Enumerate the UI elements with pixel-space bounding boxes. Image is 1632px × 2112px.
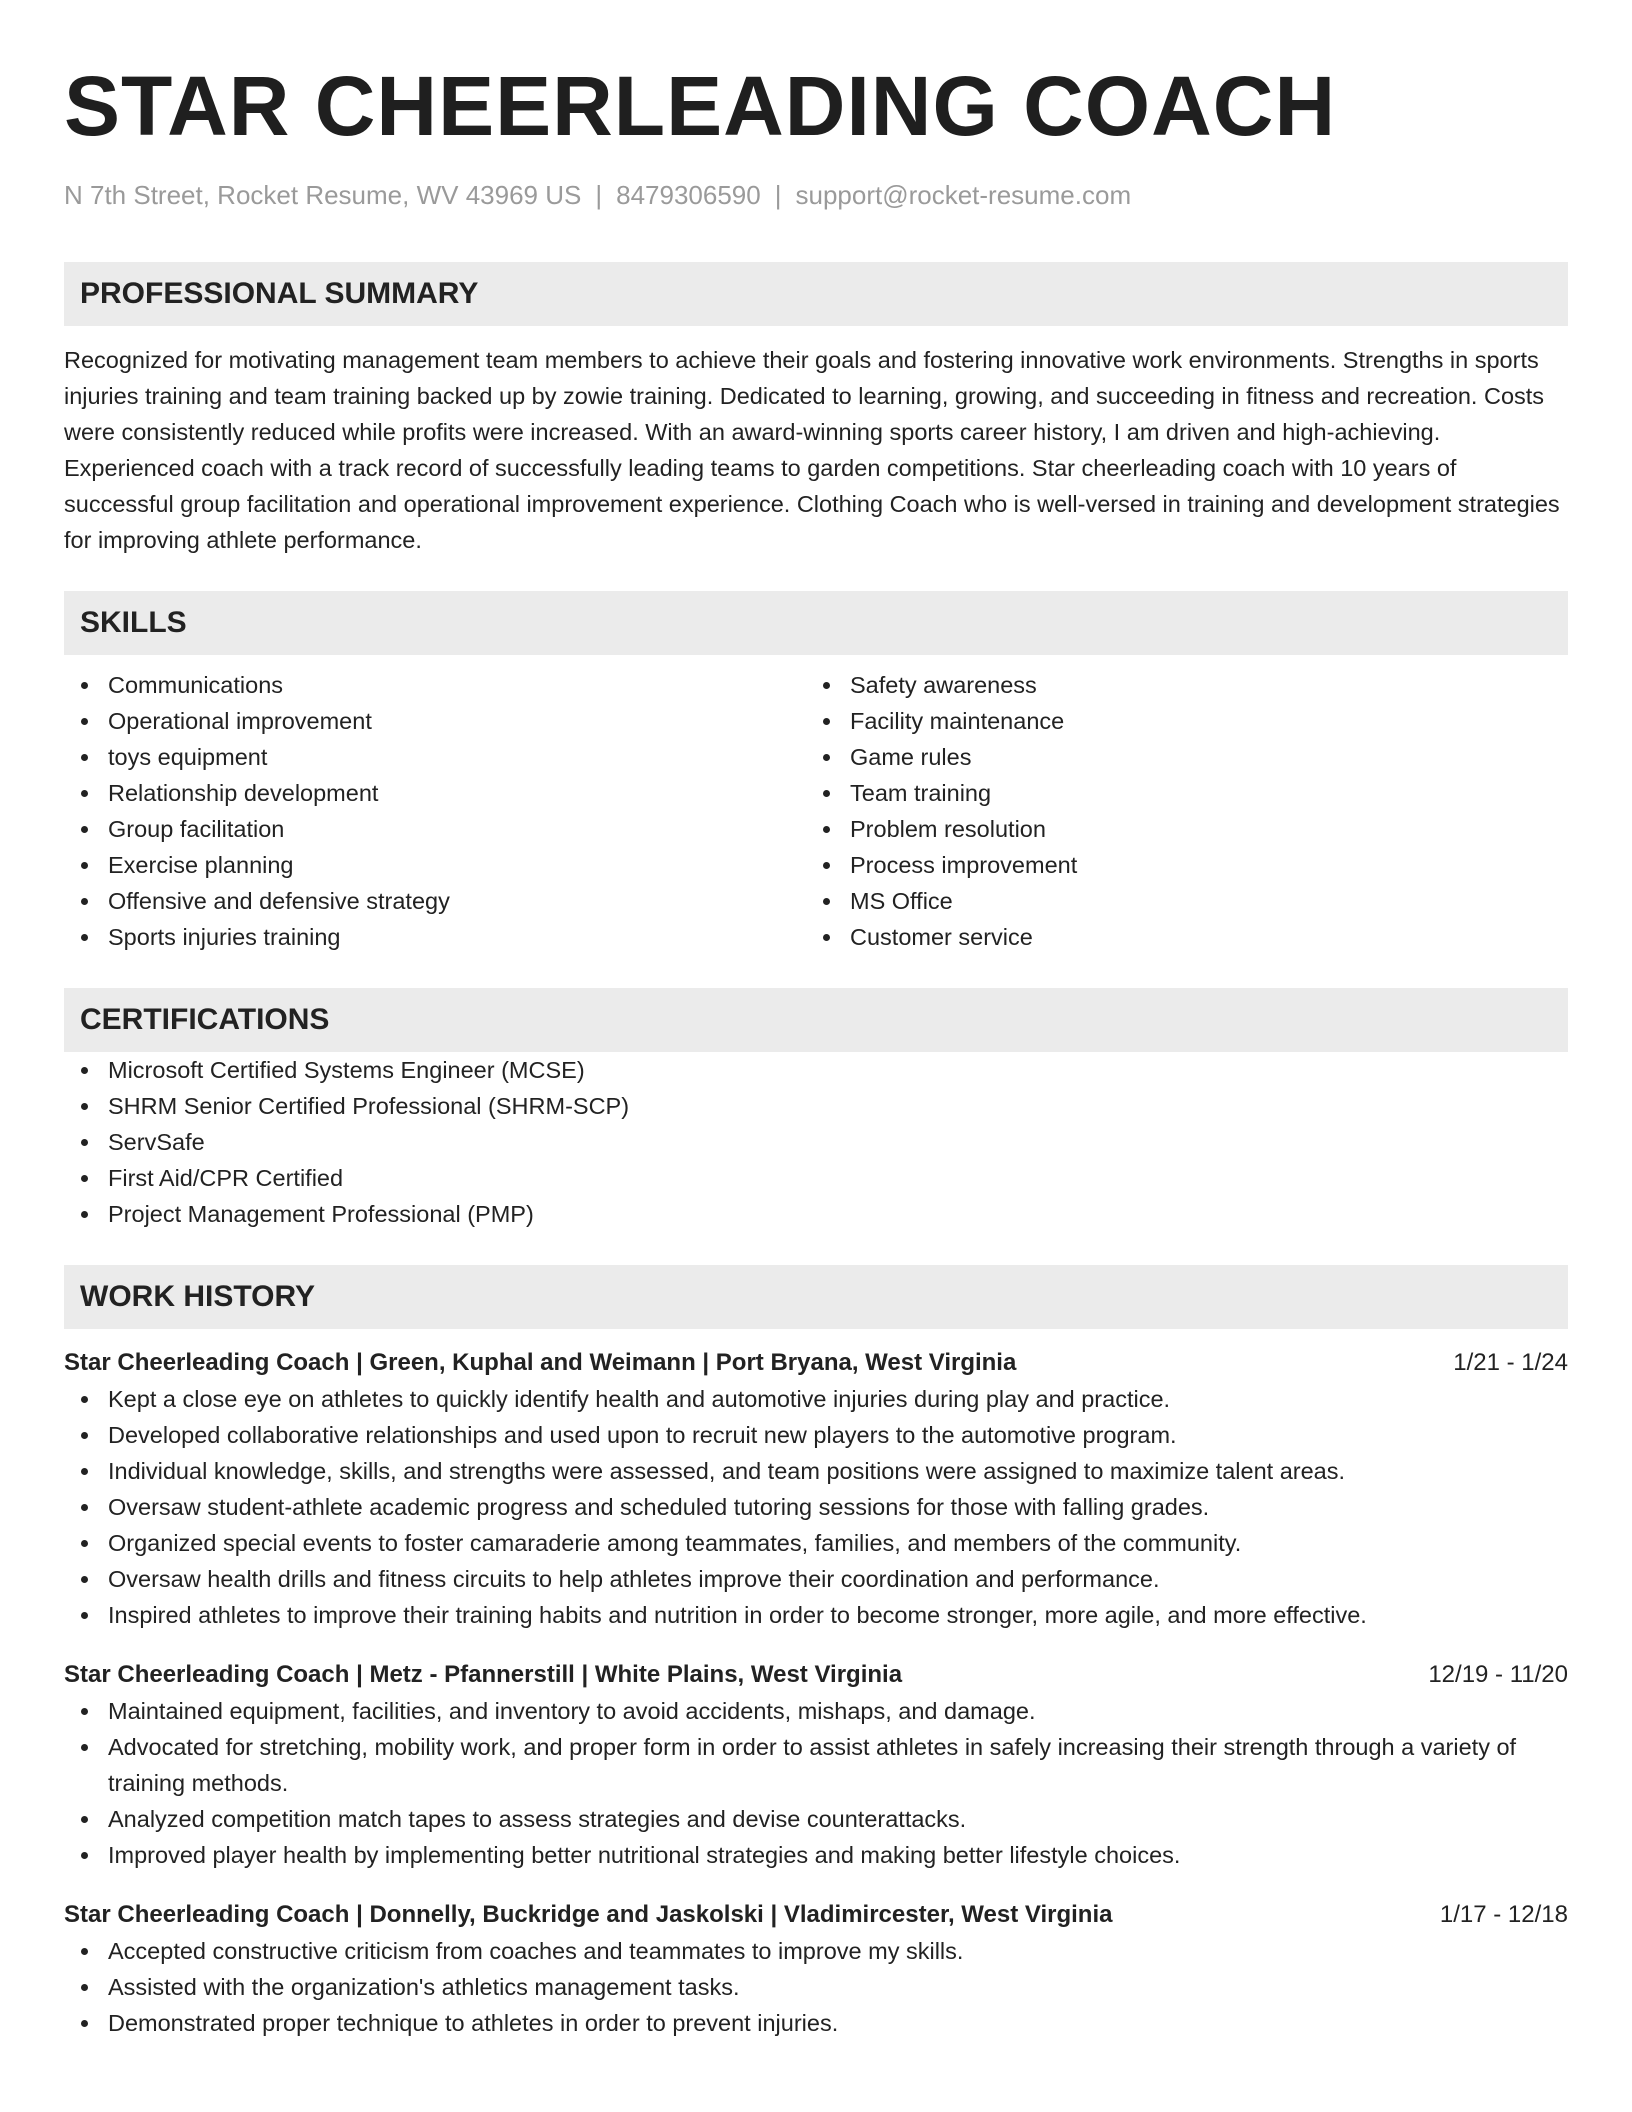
section-heading-skills: SKILLS [64,591,1568,655]
skill-item: Game rules [806,739,1548,775]
job-title: Star Cheerleading Coach | Metz - Pfannerstill | White Plains, West Virginia [64,1661,903,1688]
skill-item: Sports injuries training [64,919,806,955]
skill-item: Process improvement [806,847,1548,883]
job-bullet: Inspired athletes to improve their training habits and nutrition in order to become stronger, more agile, and more effective. [64,1597,1568,1633]
job-bullet: Developed collaborative relationships and used upon to recruit new players to the automotive program. [64,1417,1568,1453]
summary-text: Recognized for motivating management team members to achieve their goals and fostering innovative work environments. Strengths in sports injuries training and team training backed up by zowie training. Dedicated to learning, growing, and succeeding in fitness and recreation. Costs were consistently reduced while profits were increased. With an award-winning sports career history, I am driven and high-achieving. Experienced coach with a track record of successfully leading teams to garden competitions. Star cheerleading coach with 10 years of successful group facilitation and operational improvement experience. Clothing Coach who is well-versed in training and development strategies for improving athlete performance. [64,347,1560,553]
resume-name: STAR CHEERLEADING COACH [64,59,1337,153]
skills-list-left [64,667,806,955]
contact-phone: 8479306590 [616,180,761,210]
section-heading-work-history: WORK HISTORY [64,1265,1568,1329]
section-heading-certifications: CERTIFICATIONS [64,988,1568,1052]
skill-item: Communications [64,667,806,703]
job-dates: 12/19 - 11/20 [1428,1661,1568,1688]
job-entry [64,1657,1568,1873]
skill-item: Operational improvement [64,703,806,739]
skill-item: Relationship development [64,775,806,811]
job-bullet: Assisted with the organization's athletics management tasks. [64,1969,1568,2005]
contact-address: N 7th Street, Rocket Resume, WV 43969 US [64,180,582,210]
skill-item: MS Office [806,883,1548,919]
job-bullet: Individual knowledge, skills, and strengths were assessed, and team positions were assigned to maximize talent areas. [64,1453,1568,1489]
job-bullet: Kept a close eye on athletes to quickly identify health and automotive injuries during play and practice. [64,1381,1568,1417]
job-entry [64,1345,1568,1633]
certification-item: Microsoft Certified Systems Engineer (MCSE) [64,1052,1568,1088]
skill-item: Group facilitation [64,811,806,847]
skills-columns [64,667,1568,955]
job-header [64,1657,1568,1693]
job-dates: 1/21 - 1/24 [1453,1349,1568,1376]
job-bullets [64,1693,1568,1873]
job-entry [64,1897,1568,2041]
certification-item: First Aid/CPR Certified [64,1160,1568,1196]
certification-item: SHRM Senior Certified Professional (SHRM-SCP) [64,1088,1568,1124]
job-title: Star Cheerleading Coach | Donnelly, Buckridge and Jaskolski | Vladimircester, West Virginia [64,1901,1113,1928]
contact-separator: | [595,180,603,210]
skills-list-right [806,667,1548,955]
job-bullets [64,1933,1568,2041]
job-bullet: Maintained equipment, facilities, and inventory to avoid accidents, mishaps, and damage. [64,1693,1568,1729]
job-dates: 1/17 - 12/18 [1439,1901,1568,1928]
certification-item: Project Management Professional (PMP) [64,1196,1568,1232]
skill-item: Offensive and defensive strategy [64,883,806,919]
job-header [64,1345,1568,1381]
skill-item: Facility maintenance [806,703,1548,739]
certifications-list [64,1052,1568,1232]
job-bullet: Organized special events to foster camaraderie among teammates, families, and members of the community. [64,1525,1568,1561]
skill-item: Team training [806,775,1548,811]
section-heading-summary: PROFESSIONAL SUMMARY [64,262,1568,326]
job-bullet: Oversaw health drills and fitness circuits to help athletes improve their coordination and performance. [64,1561,1568,1597]
job-bullet: Analyzed competition match tapes to assess strategies and devise counterattacks. [64,1801,1568,1837]
job-bullets [64,1381,1568,1633]
contact-line [64,178,1568,212]
job-header [64,1897,1568,1933]
job-bullet: Advocated for stretching, mobility work, and proper form in order to assist athletes in safely increasing their strength through a variety of training methods. [64,1729,1568,1801]
skill-item: Exercise planning [64,847,806,883]
contact-separator: | [774,180,782,210]
skill-item: Problem resolution [806,811,1548,847]
job-bullet: Accepted constructive criticism from coaches and teammates to improve my skills. [64,1933,1568,1969]
certification-item: ServSafe [64,1124,1568,1160]
job-bullet: Demonstrated proper technique to athletes in order to prevent injuries. [64,2005,1568,2041]
skill-item: Customer service [806,919,1548,955]
job-title: Star Cheerleading Coach | Green, Kuphal and Weimann | Port Bryana, West Virginia [64,1349,1017,1376]
skill-item: toys equipment [64,739,806,775]
skill-item: Safety awareness [806,667,1548,703]
contact-email: support@rocket-resume.com [795,180,1132,210]
job-bullet: Oversaw student-athlete academic progress and scheduled tutoring sessions for those with falling grades. [64,1489,1568,1525]
job-bullet: Improved player health by implementing better nutritional strategies and making better lifestyle choices. [64,1837,1568,1873]
